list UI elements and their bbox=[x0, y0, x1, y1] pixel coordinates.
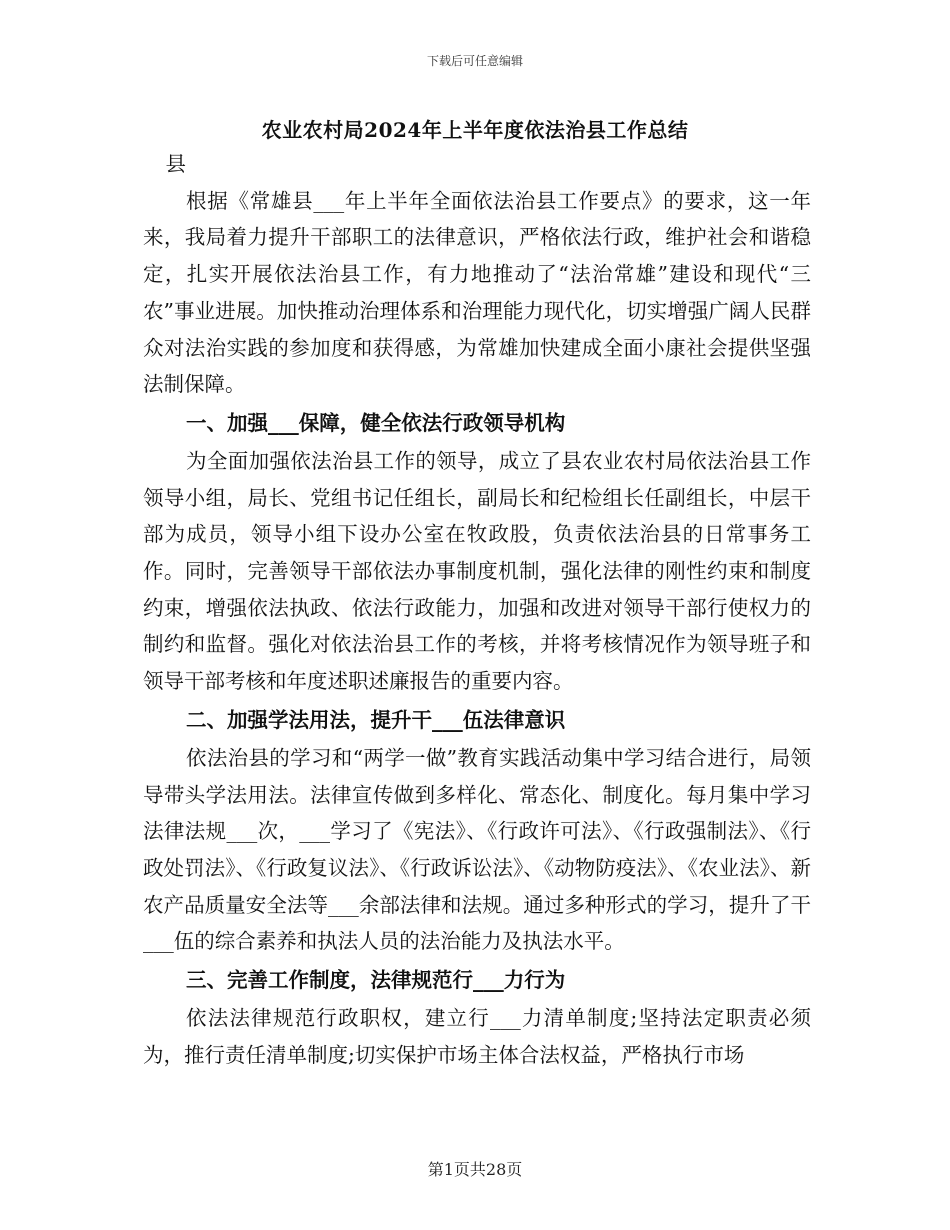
document-title: 农业农村局2024年上半年度依法治县工作总结 bbox=[261, 118, 689, 142]
page-footer: 第1页共28页 bbox=[427, 1160, 523, 1179]
section-body-2: 依法治县的学习和“两学一做”教育实践活动集中学习结合进行，局领导带头学法用法。法律宣传做到多样化、常态化、制度化。每月集中学习法律法规___次，___学习了《宪法》、《行政许可法》、《行政强制法》、《行政处罚法》、《行政复议法》、《行政诉讼法》、《动物防疫法》、《农业法》、新农产品质量安全法等___余部法律和法规。通过多种形式的学习，提升了干___伍的综合素养和执法人员的法治能力及执法水平。 bbox=[143, 745, 811, 954]
intro-paragraph: 根据《常雄县___年上半年全面依法治县工作要点》的要求，这一年来，我局着力提升干部职工的法律意识，严格依法行政，维护社会和谐稳定，扎实开展依法治县工作，有力地推动了“法治常雄”建设和现代“三农”事业进展。加快推动治理体系和治理能力现代化，切实增强广阔人民群众对法治实践的参加度和获得感，为常雄加快建成全面小康社会提供坚强法制保障。 bbox=[143, 188, 811, 397]
document-body bbox=[143, 146, 811, 1073]
section-body-1: 为全面加强依法治县工作的领导，成立了县农业农村局依法治县工作领导小组，局长、党组书记任组长，副局长和纪检组长任副组长，中层干部为成员，领导小组下设办公室在牧政股，负责依法治县的日常事务工作。同时，完善领导干部依法办事制度机制，强化法律的刚性约束和制度约束，增强依法执政、依法行政能力，加强和改进对领导干部行使权力的制约和监督。强化对依法治县工作的考核，并将考核情况作为领导班子和领导干部考核和年度述职述廉报告的重要内容。 bbox=[143, 448, 811, 694]
section-heading-3: 三、完善工作制度，法律规范行___力行为 bbox=[186, 968, 566, 993]
page-header-note: 下载后可任意编辑 bbox=[426, 54, 523, 68]
section-heading-2: 二、加强学法用法，提升干___伍法律意识 bbox=[186, 707, 566, 732]
opening-word: 县 bbox=[165, 152, 187, 176]
section-body-3: 依法法律规范行政职权，建立行___力清单制度;坚持法定职责必须为，推行责任清单制度;切实保护市场主体合法权益，严格执行市场 bbox=[143, 1006, 811, 1067]
section-heading-1: 一、加强___保障，健全依法行政领导机构 bbox=[186, 410, 566, 435]
